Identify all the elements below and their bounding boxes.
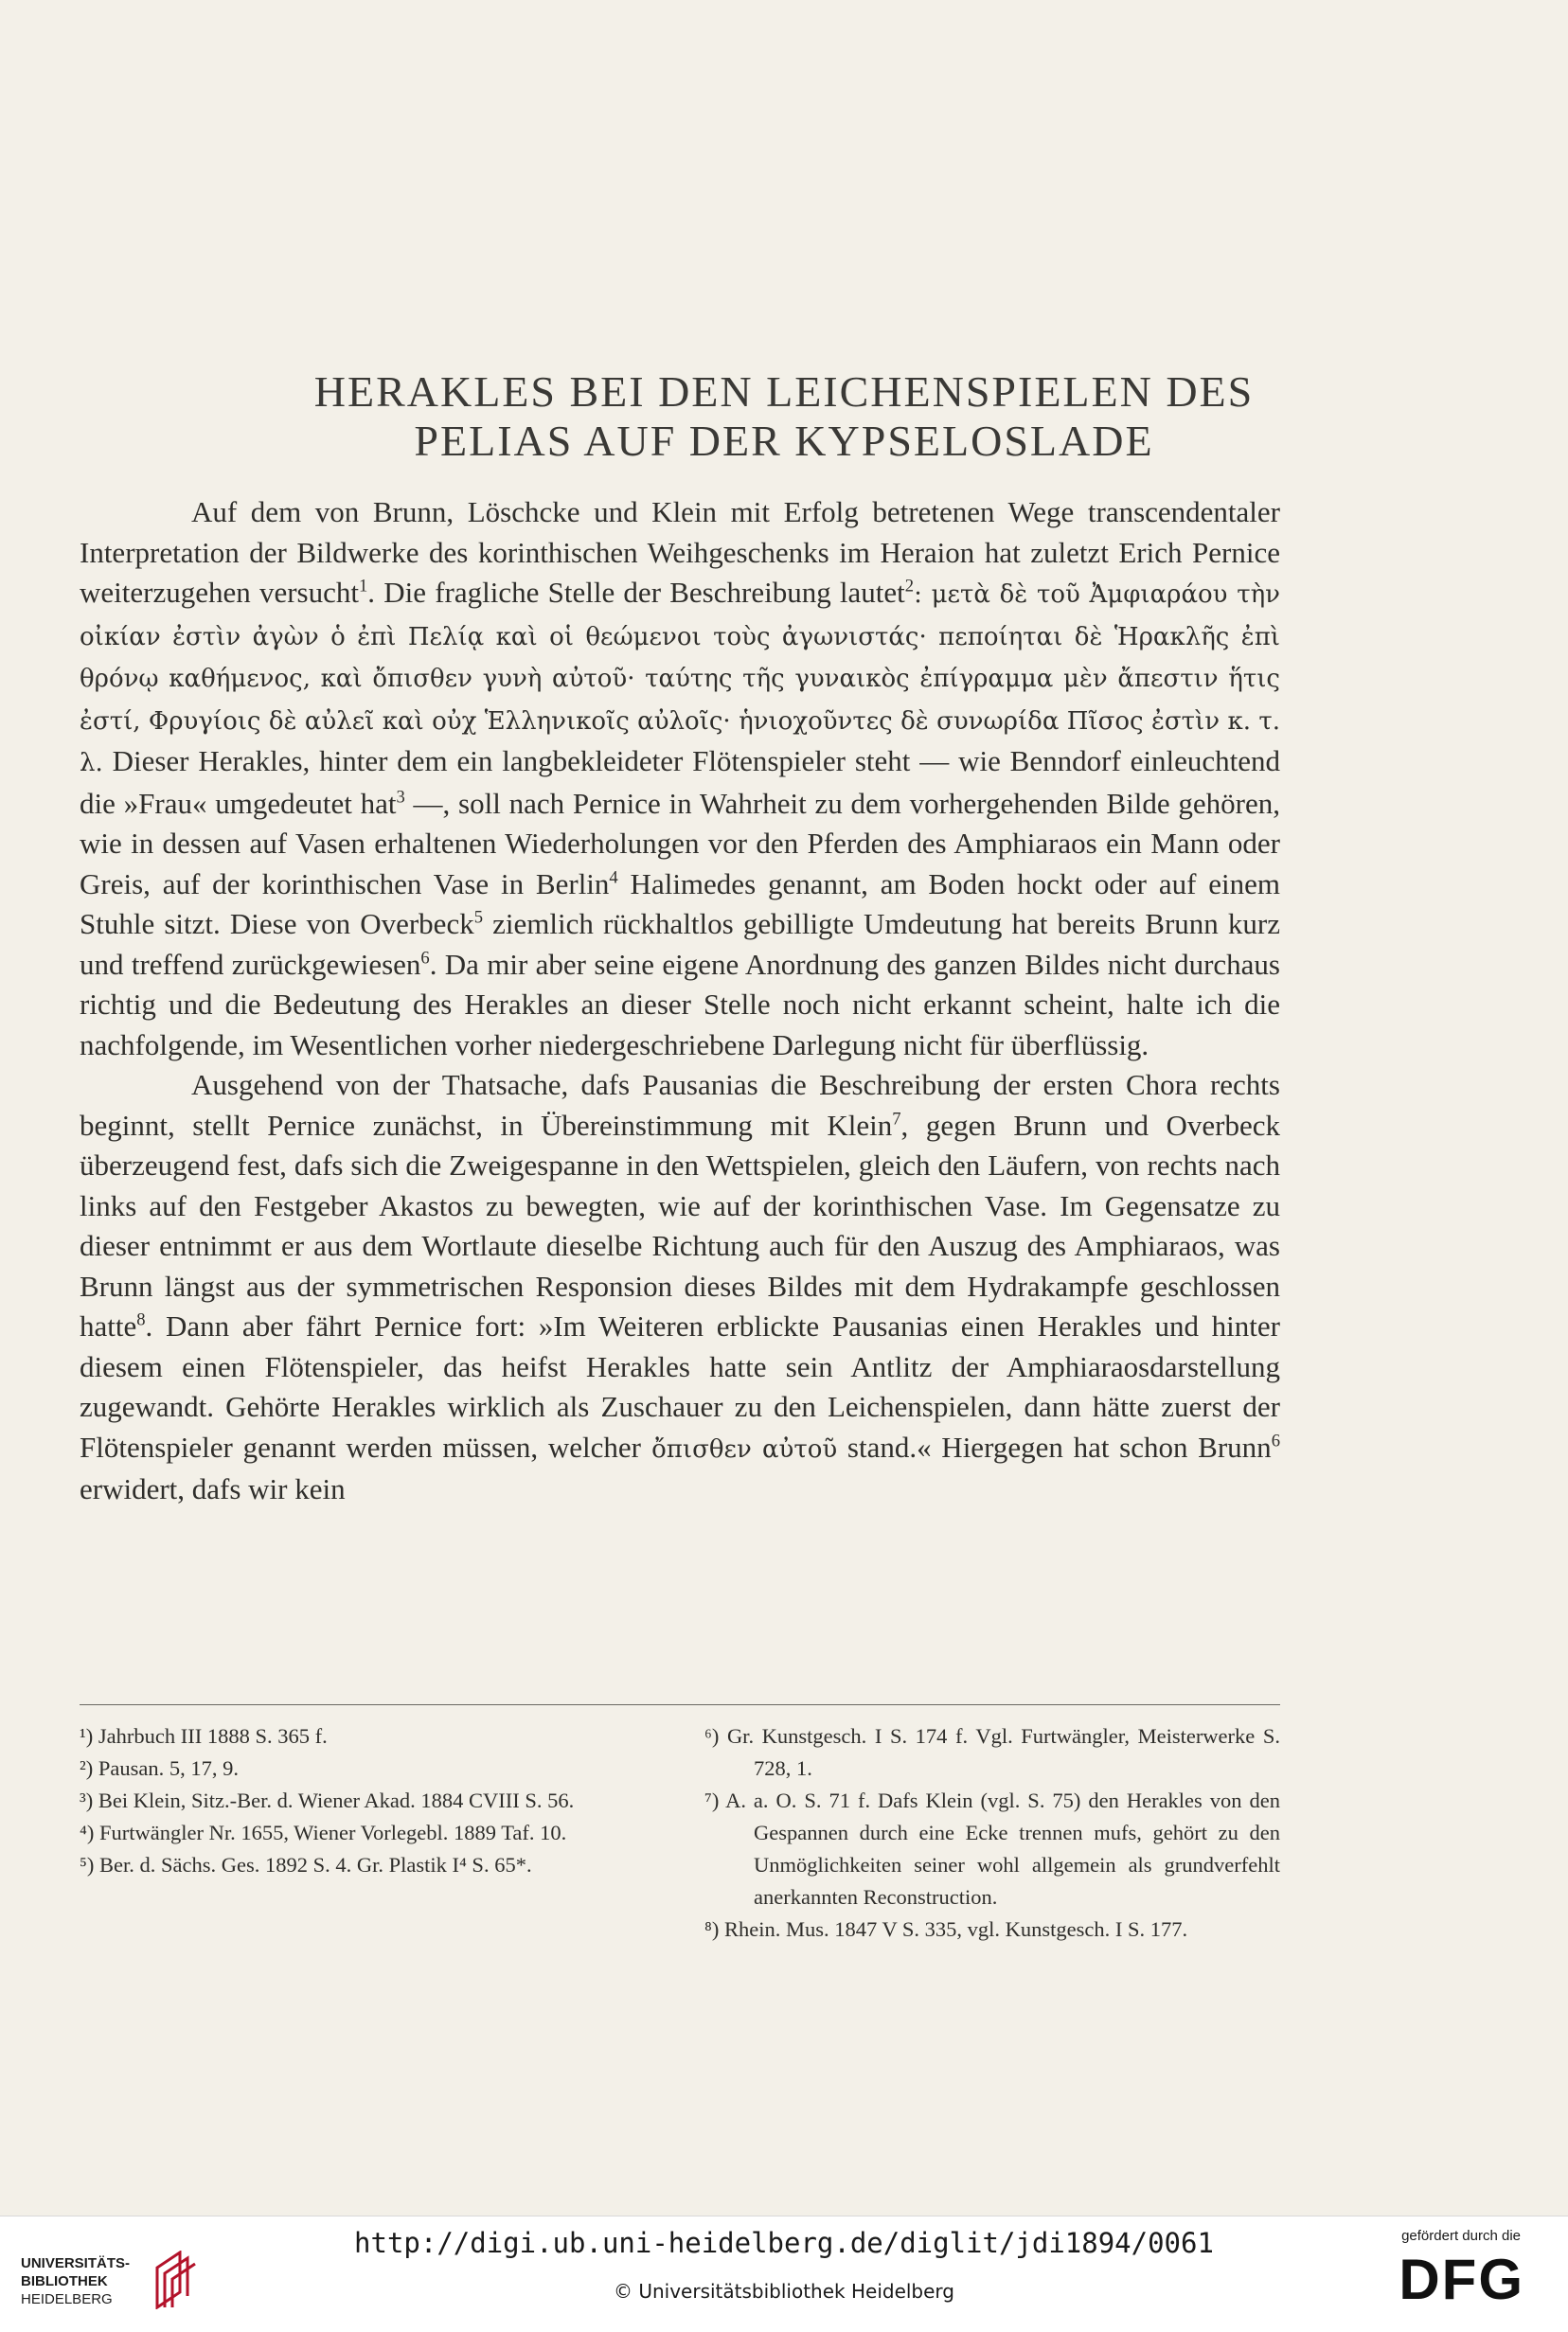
dfg-logo[interactable]: DFG xyxy=(1399,2248,1524,2311)
text-span: . Dann aber fährt Pernice fort: »Im Weiteren erblickte Pausanias einen Herakles und hinter diesem einen Flötenspieler, das heifst Herakles hatte sein Antlitz der Amphiaraosdarstellung zugewandt. Gehörte Herakles wirklich als Zuschauer zu den Leichenspielen, dann hätte zuerst der Flötenspieler genannt werden müssen, welcher xyxy=(80,1309,1280,1464)
library-line-1: UNIVERSITÄTS- xyxy=(21,2255,131,2271)
footnote-ref: 5 xyxy=(473,907,483,928)
footnote-ref: 6 xyxy=(1271,1431,1280,1451)
title-line-2: PELIAS AUF DER KYPSELOSLADE xyxy=(414,417,1154,465)
footnote-text: Furtwängler Nr. 1655, Wiener Vorlegebl. 1889 Taf. 10. xyxy=(98,1821,567,1844)
footnote-ref: 4 xyxy=(609,867,618,888)
footnote-mark: ⁷) xyxy=(704,1789,720,1812)
footnote-text: Pausan. 5, 17, 9. xyxy=(98,1756,239,1780)
footnote-mark: ⁵) xyxy=(80,1853,95,1877)
footnote-ref: 7 xyxy=(892,1109,901,1130)
text-span: . Da mir aber seine eigene Anordnung des ganzen Bildes nicht durchaus richtig und die Bedeutung des Herakles an dieser Stelle noch nicht erkannt scheint, halte ich die nachfolgende, im Wesentlichen vorher niedergeschriebene Darlegung nicht für überflüssig. xyxy=(80,947,1280,1061)
footnote-mark: ²) xyxy=(80,1756,94,1780)
text-span: erwidert, dafs wir kein xyxy=(80,1472,346,1505)
text-span: —, soll nach Pernice in Wahrheit zu dem vorhergehenden Bilde gehören, wie in dessen auf Vasen erhaltenen Wiederholungen vor den Pferden des Amphiaraos ein Mann oder Greis, auf der korinthischen Vase in Berlin xyxy=(80,786,1281,900)
footnote xyxy=(80,1720,648,1753)
library-line-2: BIBLIOTHEK xyxy=(21,2273,108,2289)
text-span: stand.« Hiergegen hat schon Brunn xyxy=(837,1430,1272,1464)
footnote-text: Ber. d. Sächs. Ges. 1892 S. 4. Gr. Plastik I⁴ S. 65*. xyxy=(98,1853,532,1877)
paragraph-1 xyxy=(80,492,1280,1065)
footnote-text: Rhein. Mus. 1847 V S. 335, vgl. Kunstgesch. I S. 177. xyxy=(723,1917,1188,1941)
text-span: ziemlich rückhaltlos gebilligte Umdeutung hat bereits Brunn kurz und treffend zurückgewiesen xyxy=(80,907,1280,981)
article-title xyxy=(0,367,1568,466)
article-body xyxy=(80,492,1280,1510)
copyright-notice: © Universitätsbibliothek Heidelberg xyxy=(613,2280,954,2303)
footnotes-right-column xyxy=(704,1720,1280,1946)
footnote-mark: ⁴) xyxy=(80,1821,95,1844)
footnote xyxy=(704,1785,1280,1914)
footnote xyxy=(704,1914,1280,1946)
footnote xyxy=(80,1817,648,1849)
greek-quotation: ὄπισθεν αὐτοῦ xyxy=(640,1434,838,1464)
footnote-text: Gr. Kunstgesch. I S. 174 f. Vgl. Furtwängler, Meisterwerke S. 728, 1. xyxy=(726,1724,1281,1780)
footnote xyxy=(80,1753,648,1785)
footnote-mark: ⁸) xyxy=(704,1917,720,1941)
text-span: , gegen Brunn und Overbeck überzeugend fest, dafs sich die Zweigespanne in den Wettspielen, gleich den Läufern, von rechts nach links auf den Festgeber Akastos zu bewegten, wie auf der korinthischen Vase. Im Gegensatze zu dieser entnimmt er aus dem Wortlaute dieselbe Richtung auch für den Auszug des Amphiaraos, was Brunn längst aus der symmetrischen Responsion dieses Bildes mit dem Hydrakampfe geschlossen hatte xyxy=(80,1108,1280,1343)
greek-quotation: : μετὰ δὲ τοῦ Ἀμφιαράου τὴν οἰκίαν ἐστὶν ἀγὼν ὁ ἐπὶ Πελίᾳ καὶ οἱ θεώμενοι τοὺς ἀγωνιστάς· πεποίηται δὲ Ἡρακλῆς ἐπὶ θρόνῳ καθήμενος, καὶ ὄπισθεν γυνὴ αὐτοῦ· ταύτης τῆς γυναικὸς ἐπίγραμμα μὲν ἄπεστιν ἥτις ἐστί, Φρυγίοις δὲ αὐλεῖ καὶ οὐχ Ἑλληνικοῖς αὐλοῖς· ἡνιοχοῦντες δὲ συνωρίδα Πῖσος ἐστὶν κ. τ. λ. xyxy=(80,580,1280,777)
text-span: Ausgehend von der Thatsache, dafs Pausanias die Beschreibung der ersten Chora rechts beginnt, stellt Pernice zunächst, in Übereinstimmung mit Klein xyxy=(80,1068,1280,1142)
footnote-text: Jahrbuch III 1888 S. 365 f. xyxy=(98,1724,328,1748)
text-span: . Die fragliche Stelle der Beschreibung lautet xyxy=(367,576,905,609)
text-span: Halimedes genannt, am Boden hockt oder auf einem Stuhle sitzt. Diese von Overbeck xyxy=(80,866,1280,940)
footnote-mark: ⁶) xyxy=(704,1724,720,1748)
footnote xyxy=(704,1720,1280,1785)
footnote-ref: 3 xyxy=(396,787,405,808)
title-line-1: HERAKLES BEI DEN LEICHENSPIELEN DES xyxy=(313,367,1255,416)
footnote-ref: 6 xyxy=(420,948,430,969)
funding-caption: gefördert durch die xyxy=(1401,2228,1521,2244)
footnotes-left-column xyxy=(80,1720,648,1881)
permalink-url[interactable]: http://digi.ub.uni-heidelberg.de/diglit/jdi1894/0061 xyxy=(354,2227,1214,2259)
footnote-ref: 8 xyxy=(136,1309,146,1330)
footnote xyxy=(80,1849,648,1881)
footnote-ref: 1 xyxy=(358,576,368,596)
footnote-mark: ¹) xyxy=(80,1724,94,1748)
footnote xyxy=(80,1785,648,1817)
footnote-mark: ³) xyxy=(80,1789,94,1812)
paragraph-2 xyxy=(80,1065,1280,1510)
footnote-divider xyxy=(80,1704,1280,1705)
text-span: Auf dem von Brunn, Löschcke und Klein mit Erfolg betretenen Wege transcendentaler Interpretation der Bildwerke des korinthischen Weihgeschenks im Heraion hat zuletzt Erich Pernice weiterzugehen versucht xyxy=(80,495,1280,609)
footnote-text: Bei Klein, Sitz.-Ber. d. Wiener Akad. 1884 CVIII S. 56. xyxy=(98,1789,575,1812)
footnote-ref: 2 xyxy=(904,576,915,596)
footnote-text: A. a. O. S. 71 f. Dafs Klein (vgl. S. 75) den Herakles von den Gespannen durch eine Ecke trennen mufs, gehört zu den Unmöglichkeiten seiner wohl allgemein als grundverfehlt anerkannten Reconstruction. xyxy=(725,1789,1280,1909)
text-span: Dieser Herakles, hinter dem ein langbekleideter Flötenspieler steht — wie Benndorf einleuchtend die »Frau« umgedeutet hat xyxy=(80,744,1280,820)
library-line-3: HEIDELBERG xyxy=(21,2291,113,2307)
